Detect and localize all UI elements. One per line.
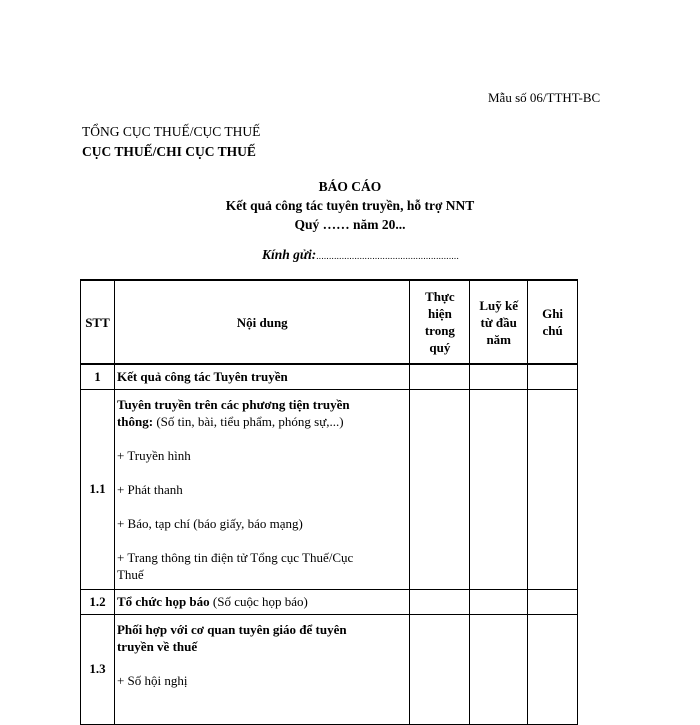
table-row xyxy=(81,614,578,724)
recipient-line xyxy=(262,247,459,263)
row-cell-note xyxy=(528,364,578,389)
row-cell-done xyxy=(410,589,470,614)
row-stt: 1.1 xyxy=(81,389,115,589)
row-cell-note xyxy=(528,389,578,589)
row-cell-cumulative xyxy=(470,589,528,614)
report-title: BÁO CÁO xyxy=(318,179,382,194)
table-header-row xyxy=(81,280,578,364)
row-title-line: Tuyên truyền trên các phương tiện truyền xyxy=(116,396,350,412)
header-done-line: Thực xyxy=(425,289,455,304)
row-title-text: Tổ chức họp báo xyxy=(116,593,210,609)
row-cell-note xyxy=(528,614,578,724)
row-item: Thuế xyxy=(116,566,144,582)
row-content xyxy=(114,589,410,614)
row-title-line xyxy=(117,413,408,430)
header-done-line: trong xyxy=(424,323,455,338)
header-note-line: Ghi xyxy=(542,306,564,321)
row-content xyxy=(114,389,410,589)
header-cumulative-line: từ đầu xyxy=(480,314,517,330)
header-cumulative xyxy=(470,280,528,364)
row-item: + Số hội nghị xyxy=(116,672,188,688)
row-cell-done xyxy=(410,364,470,389)
row-cell-done xyxy=(410,614,470,724)
row-item: + Phát thanh xyxy=(116,481,183,497)
row-cell-done xyxy=(410,389,470,589)
row-content: Kết quả công tác Tuyên truyền xyxy=(114,364,410,389)
header-content: Nội dung xyxy=(114,280,410,364)
header-stt: STT xyxy=(81,280,115,364)
row-title-line: truyền về thuế xyxy=(116,638,198,654)
row-item: + Báo, tạp chí (báo giấy, báo mạng) xyxy=(116,515,303,531)
row-item: + Trang thông tin điện tử Tổng cục Thuế/Cục xyxy=(116,549,354,565)
title-block xyxy=(0,177,700,234)
recipient-label: Kính gửi: xyxy=(262,247,317,262)
header-done xyxy=(410,280,470,364)
row-cell-cumulative xyxy=(470,389,528,589)
row-title-note: (Số tin, bài, tiểu phẩm, phóng sự,...) xyxy=(153,413,344,429)
header-note xyxy=(528,280,578,364)
report-table xyxy=(80,279,578,725)
header-done-line: quý xyxy=(429,340,451,355)
report-period: Quý …… năm 20... xyxy=(294,217,406,232)
row-title-note: (Số cuộc họp báo) xyxy=(209,593,308,609)
table-row xyxy=(81,589,578,614)
row-cell-cumulative xyxy=(470,364,528,389)
header-cumulative-line: năm xyxy=(486,331,511,347)
row-content xyxy=(114,614,410,724)
row-stt: 1.3 xyxy=(81,614,115,724)
row-item: + Truyền hình xyxy=(116,447,191,463)
agency-sub: CỤC THUẾ/CHI CỤC THUẾ xyxy=(82,144,256,159)
header-done-line: hiện xyxy=(427,306,452,321)
row-title-line: Phối hợp với cơ quan tuyên giáo để tuyên xyxy=(116,621,347,637)
header-cumulative-line: Luỹ kế xyxy=(479,297,519,313)
row-title-text: thông: xyxy=(116,413,154,429)
agency-parent: TỔNG CỤC THUẾ/CỤC THUẾ xyxy=(82,124,261,139)
table-row xyxy=(81,389,578,589)
table-row xyxy=(81,364,578,389)
form-code: Mẫu số 06/TTHT-BC xyxy=(488,90,601,105)
header-note-line: chú xyxy=(542,323,563,338)
row-cell-cumulative xyxy=(470,614,528,724)
recipient-blank: ........................................................ xyxy=(316,251,460,261)
row-cell-note xyxy=(528,589,578,614)
row-stt: 1.2 xyxy=(81,589,115,614)
report-subtitle: Kết quả công tác tuyên truyền, hỗ trợ NNT xyxy=(225,198,475,213)
row-stt: 1 xyxy=(81,364,115,389)
